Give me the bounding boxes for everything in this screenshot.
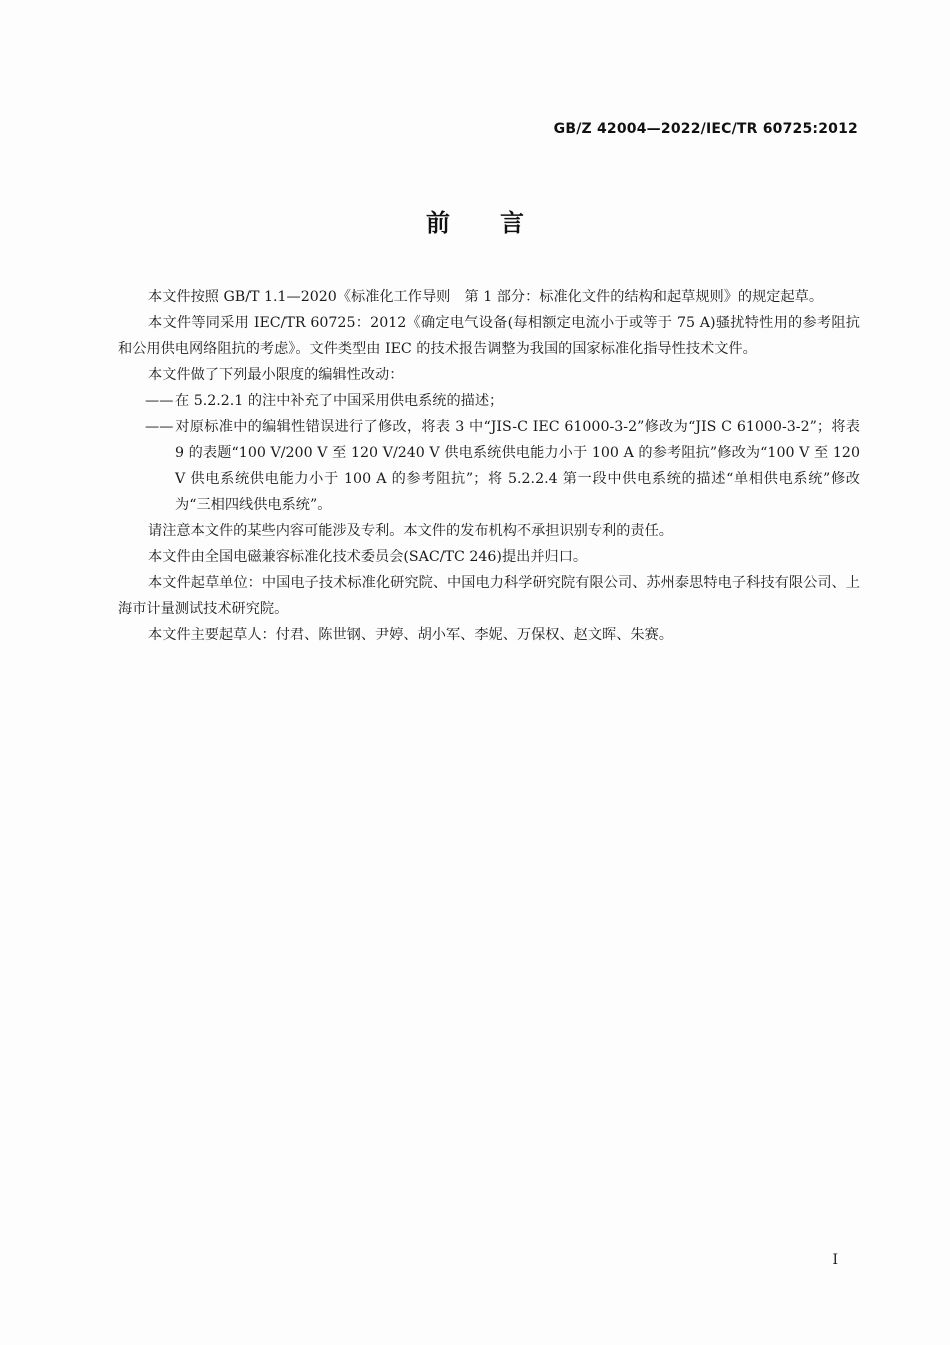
paragraph-committee: 本文件由全国电磁兼容标准化技术委员会(SAC/TC 246)提出并归口。	[148, 549, 588, 565]
list-item	[118, 414, 860, 518]
paragraph-editorial-changes: 本文件做了下列最小限度的编辑性改动：	[148, 367, 404, 383]
page-title: 前言	[426, 209, 574, 237]
standard-code-header: GB/Z 42004—2022/IEC/TR 60725:2012	[553, 121, 858, 137]
page-number: I	[832, 1252, 838, 1268]
paragraph-drafting-rules: 本文件按照 GB/T 1.1—2020《标准化工作导则 第 1 部分：标准化文件的结构和起草规则》的规定起草。	[148, 289, 824, 305]
list-item-text: 对原标准中的编辑性错误进行了修改，将表 3 中“JIS-C IEC 61000-3-2”修改为“JIS C 61000-3-2”；将表 9 的表题“100 V/200 V 至 120 V/240 V 供电系统供电能力小于 100 A 的参考阻抗”修改为“100 V 至 120 V 供电系统供电能力小于 100 A 的参考阻抗”；将 5.2.2.4 第一段中供电系统的描述“单相供电系统”修改为“三相四线供电系统”。	[175, 419, 860, 513]
list-dash: ——	[145, 419, 174, 435]
paragraph-drafting-units: 本文件起草单位：中国电子技术标准化研究院、中国电力科学研究院有限公司、苏州泰思特电子科技有限公司、上海市计量测试技术研究院。	[118, 575, 860, 617]
paragraph-drafters: 本文件主要起草人：付君、陈世钢、尹婷、胡小军、李妮、万保权、赵文晖、朱赛。	[148, 627, 673, 643]
paragraph-patent-notice: 请注意本文件的某些内容可能涉及专利。本文件的发布机构不承担识别专利的责任。	[148, 523, 673, 539]
foreword-body	[118, 284, 860, 648]
list-dash: ——	[145, 393, 174, 409]
list-item-text: 在 5.2.2.1 的注中补充了中国采用供电系统的描述；	[175, 393, 504, 409]
list-item	[118, 388, 860, 414]
paragraph-adoption: 本文件等同采用 IEC/TR 60725：2012《确定电气设备(每相额定电流小于或等于 75 A)骚扰特性用的参考阻抗和公用供电网络阻抗的考虑》。文件类型由 IEC 的技术报告调整为我国的国家标准化指导性技术文件。	[118, 315, 860, 357]
